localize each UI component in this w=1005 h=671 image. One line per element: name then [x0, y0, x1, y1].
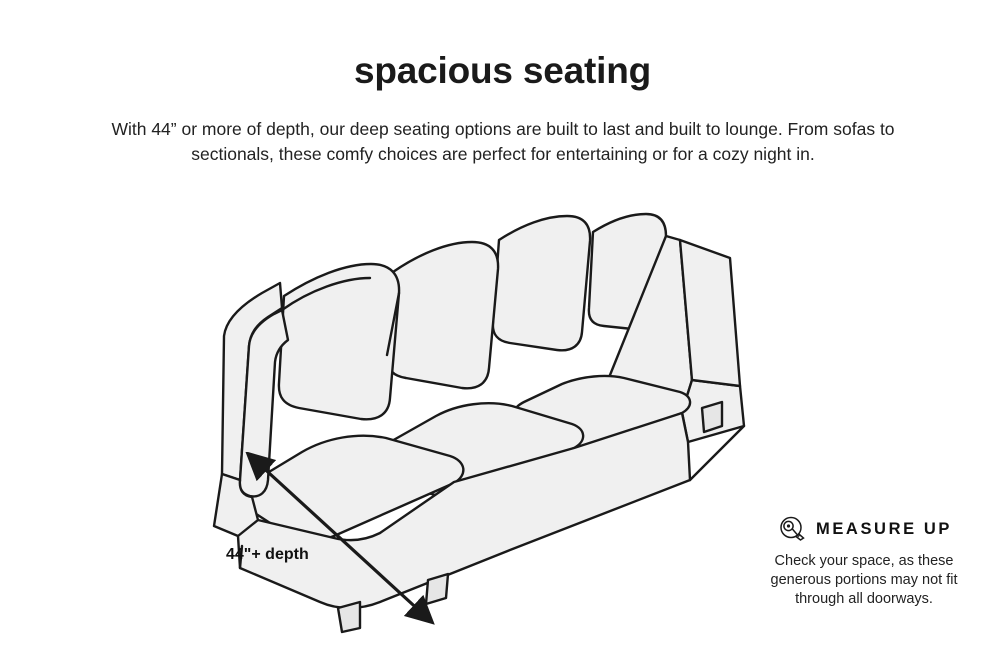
back-cushion-2 [387, 242, 498, 388]
back-cushion-1 [279, 264, 399, 419]
page-title: spacious seating [353, 50, 651, 91]
measure-up-title: MEASURE UP [815, 519, 952, 538]
measure-up-callout [748, 512, 980, 609]
depth-dimension-arrow [245, 452, 435, 627]
depth-measurement-label: 44"+ depth [226, 546, 309, 563]
sofa-leg-right [702, 402, 722, 432]
page-description: With 44” or more of depth, our deep seating options are built to last and built to lounge. From sofas to sectionals, these comfy choices are perfect for entertaining or for a cozy night in. [111, 119, 895, 164]
measure-up-note: Check your space, as these generous portions may not fit through all doorways. [770, 553, 958, 607]
measuring-tape-icon [776, 514, 806, 544]
back-cushion-3 [493, 216, 590, 350]
